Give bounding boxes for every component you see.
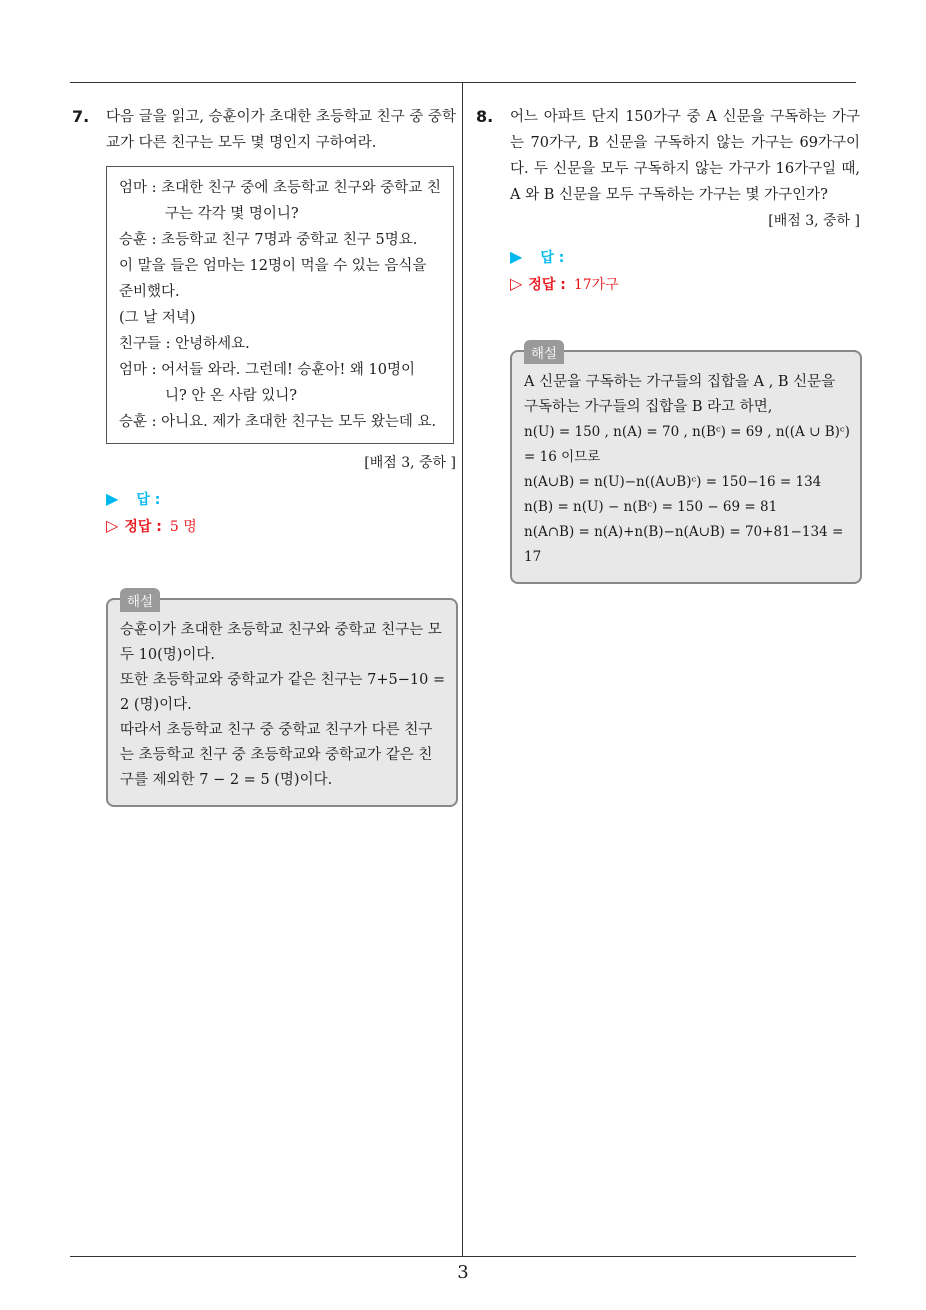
solution-box (106, 594, 458, 807)
question-number: 8. (476, 107, 494, 126)
dialog-box (106, 166, 454, 444)
answer-block (106, 486, 456, 540)
solution-tag: 해설 (524, 340, 564, 364)
question-text: 다음 글을 읽고, 승훈이가 초대한 초등학교 친구 중 중학교가 다른 친구는 모두 몇 명인지 구하여라. (106, 109, 456, 151)
correct-label: 정답 : (528, 277, 566, 293)
solution-line: 승훈이가 초대한 초등학교 친구와 중학교 친구는 모두 10(명)이다. (120, 622, 442, 663)
dialog-line: 엄마 : 어서들 와라. 그런데! 승훈아! 왜 10명이 니? 안 온 사람 있니? (119, 362, 415, 404)
solution-line: n(U) = 150 , n(A) = 70 , n(Bᶜ) = 69 , n((A ∪ B)ᶜ) = 16 이므로 (524, 424, 850, 465)
correct-answer-row (106, 513, 456, 540)
question-8-header (476, 104, 860, 208)
play-triangle-icon: ▶ (106, 489, 119, 508)
score-label: [배점 3, 중하 ] (768, 213, 860, 229)
solution-tag: 해설 (120, 588, 160, 612)
solution-line: 따라서 초등학교 친구 중 중학교 친구가 다른 친구는 초등학교 친구 중 초등학교와 중학교가 같은 친구를 제외한 7 − 2 = 5 (명)이다. (120, 722, 433, 788)
correct-value: 17가구 (573, 277, 619, 293)
answer-label: 답 : (136, 492, 161, 508)
answer-label: 답 : (540, 250, 565, 266)
outline-triangle-icon: ▷ (510, 274, 523, 293)
page-number: 3 (457, 1262, 469, 1283)
question-7-header (72, 104, 456, 156)
solution-line: 또한 초등학교와 중학교가 같은 친구는 7+5−10 = 2 (명)이다. (120, 672, 446, 713)
dialog-line: (그 날 저녁) (119, 310, 196, 326)
answer-row (510, 244, 860, 271)
score-label: [배점 3, 중하 ] (364, 455, 456, 471)
solution-line: n(A∪B) = n(U)−n((A∪B)ᶜ) = 150−16 = 134 (524, 474, 822, 490)
answer-row (106, 486, 456, 513)
dialog-line: 엄마 : 초대한 친구 중에 초등학교 친구와 중학교 친구는 각각 몇 명이니? (119, 180, 441, 222)
correct-label: 정답 : (124, 519, 162, 535)
top-rule (70, 82, 856, 83)
question-number: 7. (72, 107, 90, 126)
play-triangle-icon: ▶ (510, 247, 523, 266)
solution-line: n(B) = n(U) − n(Bᶜ) = 150 − 69 = 81 (524, 499, 778, 515)
correct-answer-row (510, 271, 860, 298)
solution-box (510, 346, 862, 584)
dialog-line: 친구들 : 안녕하세요. (119, 336, 250, 352)
column-divider (462, 83, 463, 1257)
outline-triangle-icon: ▷ (106, 516, 119, 535)
answer-block (510, 244, 860, 298)
question-8 (476, 104, 860, 584)
solution-line: A 신문을 구독하는 가구들의 집합을 A , B 신문을 구독하는 가구들의 집합을 B 라고 하면, (524, 374, 836, 415)
dialog-line: 이 말을 들은 엄마는 12명이 먹을 수 있는 음식을 준비했다. (119, 258, 427, 300)
dialog-line: 승훈 : 아니요. 제가 초대한 친구는 모두 왔는데 요. (119, 414, 437, 430)
correct-value: 5 명 (169, 519, 197, 535)
bottom-rule (70, 1256, 856, 1257)
dialog-line: 승훈 : 초등학교 친구 7명과 중학교 친구 5명요. (119, 232, 418, 248)
solution-line: n(A∩B) = n(A)+n(B)−n(A∪B) = 70+81−134 = 17 (524, 524, 844, 565)
question-text: 어느 아파트 단지 150가구 중 A 신문을 구독하는 가구는 70가구, B 신문을 구독하지 않는 가구는 69가구이다. 두 신문을 모두 구독하지 않는 가구가 16가구일 때, A 와 B 신문을 모두 구독하는 가구는 몇 가구인가? (510, 109, 860, 203)
question-7 (72, 104, 456, 807)
